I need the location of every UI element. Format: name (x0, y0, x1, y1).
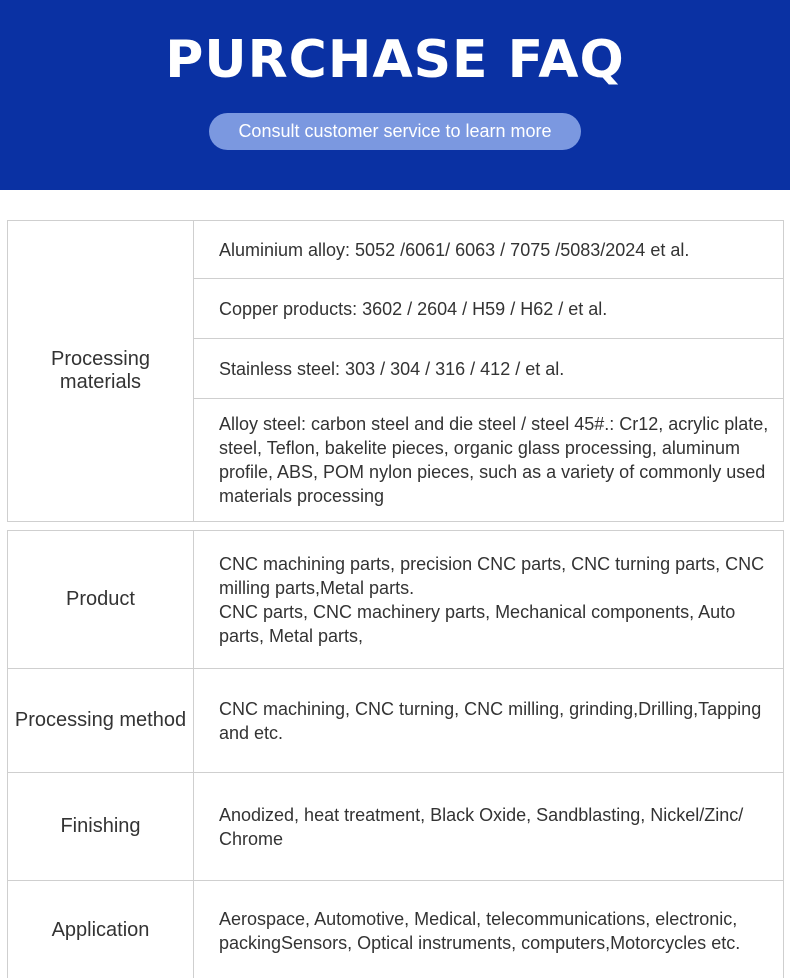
materials-row (8, 221, 783, 521)
materials-table (7, 220, 784, 522)
spec-label-application: Application (8, 881, 194, 978)
spec-row-finishing (8, 772, 783, 880)
material-item-stainless: Stainless steel: 303 / 304 / 316 / 412 / et al. (194, 338, 783, 398)
spec-label-method: Processing method (8, 669, 194, 772)
specs-table (7, 530, 784, 978)
header-banner (0, 0, 790, 190)
spec-value-method: CNC machining, CNC turning, CNC milling, grinding,Drilling,Tapping and etc. (219, 698, 762, 743)
spec-value-product: CNC machining parts, precision CNC parts, CNC turning parts, CNC milling parts,Metal parts. CNC parts, CNC machinery parts, Mechanical components, Auto parts, Metal parts, (219, 553, 765, 646)
spec-value-finishing: Anodized, heat treatment, Black Oxide, Sandblasting, Nickel/Zinc/ Chrome (219, 804, 744, 849)
material-item-aluminium: Aluminium alloy: 5052 /6061/ 6063 / 7075 /5083/2024 et al. (219, 239, 690, 260)
consult-service-button[interactable]: Consult customer service to learn more (209, 113, 581, 150)
spec-label-product: Product (8, 531, 194, 668)
spec-row-method (8, 668, 783, 772)
spec-row-application (8, 880, 783, 978)
spec-row-product (8, 531, 783, 668)
material-item-copper: Copper products: 3602 / 2604 / H59 / H62 / et al. (194, 278, 783, 338)
spec-value-application: Aerospace, Automotive, Medical, telecommunications, electronic, packingSensors, Optical instruments, computers,Motorcycles etc. (219, 908, 741, 953)
materials-list (194, 221, 783, 521)
material-item-alloy-steel: Alloy steel: carbon steel and die steel / steel 45#.: Cr12, acrylic plate, steel, Teflon, bakelite pieces, organic glass processing, aluminum profile, ABS, POM nylon pieces, such as a variety of commonly used materials processing (194, 398, 783, 521)
materials-label: Processing materials (8, 221, 194, 521)
spec-label-finishing: Finishing (8, 773, 194, 880)
page-title: PURCHASE FAQ (165, 30, 625, 90)
